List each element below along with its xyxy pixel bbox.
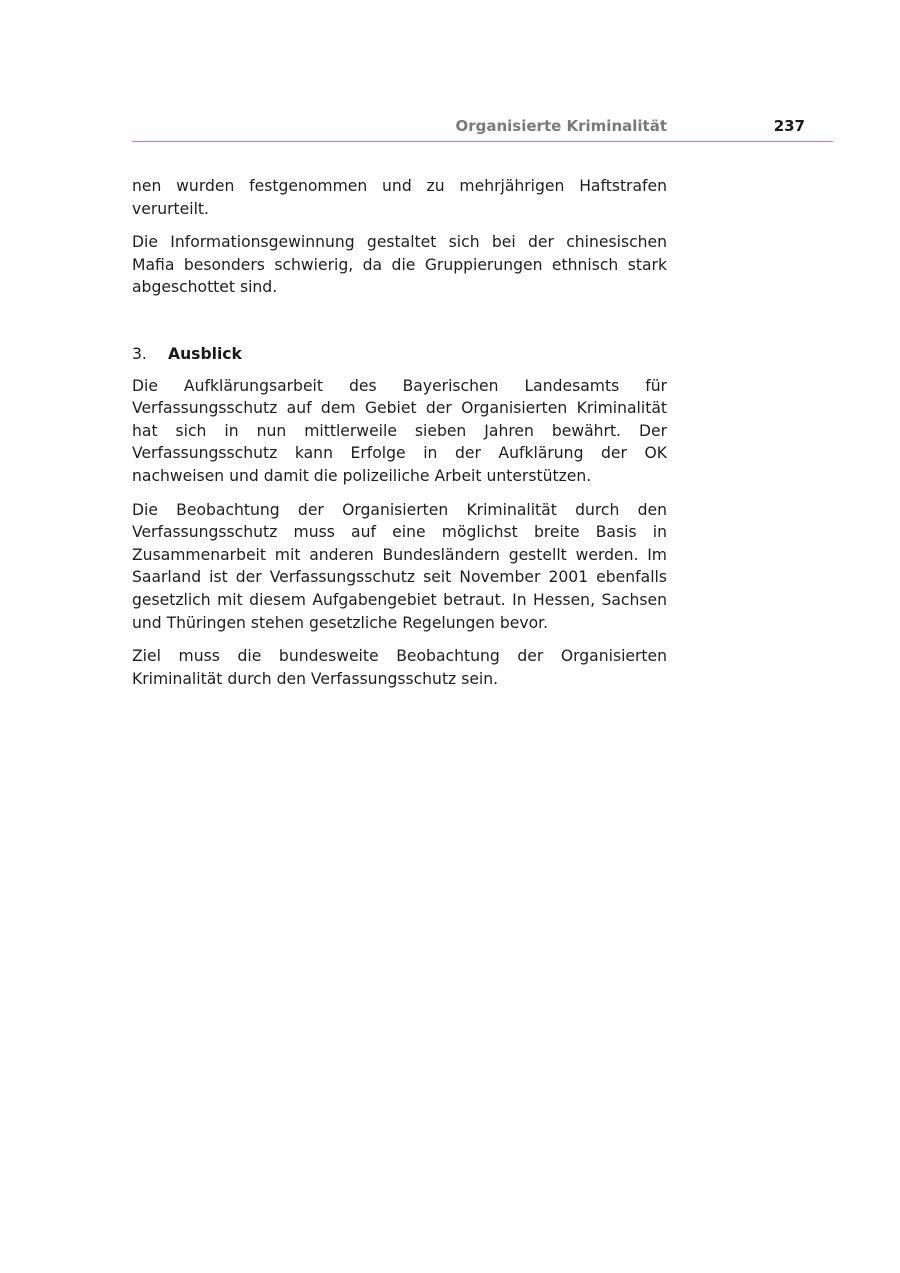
body-text bbox=[132, 175, 667, 701]
header-rule bbox=[132, 141, 833, 142]
paragraph-ausblick-3: Ziel muss die bundesweite Beobachtung der Organisierten Kriminalität durch den Verfassungsschutz sein. bbox=[132, 647, 667, 688]
paragraph-continuation: nen wurden festgenommen und zu mehrjährigen Haftstrafen verurteilt. bbox=[132, 177, 667, 218]
section-heading bbox=[132, 343, 667, 366]
section-title: Ausblick bbox=[168, 344, 242, 363]
section-number: 3. bbox=[132, 344, 147, 363]
running-header bbox=[132, 117, 833, 141]
paragraph-chinese-mafia: Die Informationsgewinnung gestaltet sich bei der chinesischen Mafia besonders schwierig, da die Gruppierungen ethnisch stark abgeschottet sind. bbox=[132, 233, 667, 297]
paragraph-ausblick-1: Die Aufklärungsarbeit des Bayerischen Landesamts für Verfassungsschutz auf dem Gebiet der Organisierten Kriminalität hat sich in nun mittlerweile sieben Jahren bewährt. Der Verfassungsschutz kann Erfolge in der Aufklärung der OK nachweisen und damit die polizeiliche Arbeit unterstützen. bbox=[132, 376, 667, 485]
paragraph-ausblick-2: Die Beobachtung der Organisierten Kriminalität durch den Verfassungsschutz muss auf eine möglichst breite Basis in Zusammenarbeit mit anderen Bundesländern gestellt werden. Im Saarland ist der Verfassungsschutz seit November 2001 ebenfalls gesetzlich mit diesem Aufgabengebiet betraut. In Hessen, Sachsen und Thüringen stehen gesetzliche Regelungen bevor. bbox=[132, 500, 667, 632]
running-header-title: Organisierte Kriminalität bbox=[455, 117, 667, 135]
page-number: 237 bbox=[773, 117, 805, 135]
